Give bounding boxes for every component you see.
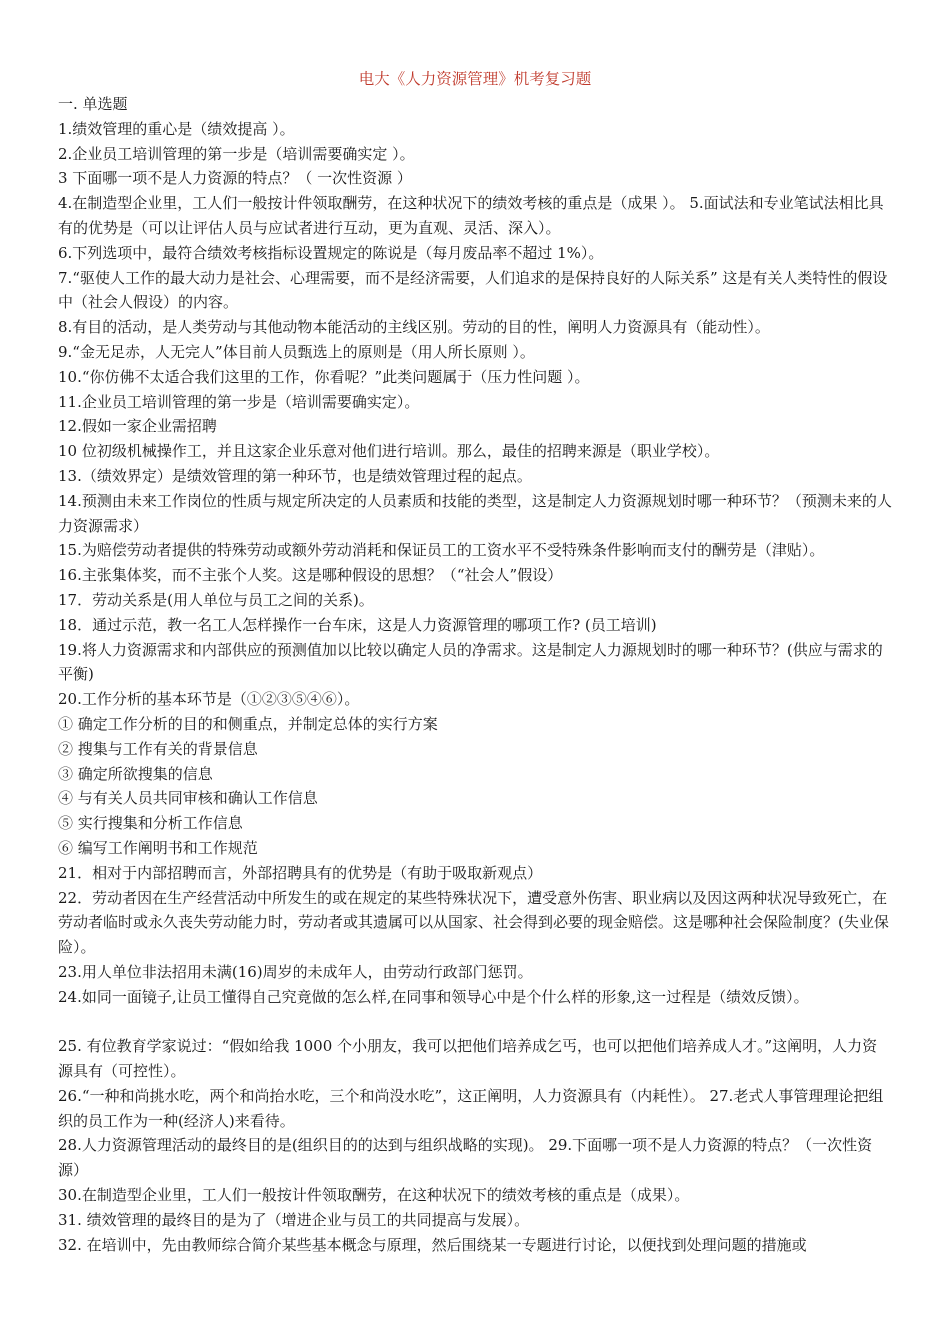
question-line: 17．劳动关系是(用人单位与员工之间的关系)。 (58, 590, 374, 609)
question-line: 22．劳动者因在生产经营活动中所发生的或在规定的某些特殊状况下，遭受意外伤害、职业病以及因这两种状况导致死亡，在劳动者临时或永久丧失劳动能力时，劳动者或其遗属可以从国家、社会得到必要的现金赔偿。这是哪种社会保险制度？(失业保险）。 (58, 888, 889, 957)
blank-line (58, 1009, 892, 1034)
question-line: 30.在制造型企业里，工人们一般按计件领取酬劳，在这种状况下的绩效考核的重点是（成果）。 (58, 1186, 690, 1205)
question-line: ④ 与有关人员共同审核和确认工作信息 (58, 789, 318, 808)
document-title: 电大《人力资源管理》机考复习题 (358, 70, 592, 88)
question-line: 7.“驱使人工作的最大动力是社会、心理需要，而不是经济需要，人们追求的是保持良好的人际关系” 这是有关人类特性的假设中（社会人假设）的内容。 (58, 268, 888, 312)
question-line: 6.下列选项中，最符合绩效考核指标设置规定的陈说是（每月废品率不超过 1%）。 (58, 243, 604, 262)
question-line: 4.在制造型企业里，工人们一般按计件领取酬劳，在这种状况下的绩效考核的重点是（成果 ）。 5.面试法和专业笔试法相比具有的优势是（可以让评估人员与应试者进行互动，更为直观、灵活、深入）。 (58, 194, 884, 237)
question-line: 24.如同一面镜子,让员工懂得自己究竟做的怎么样,在同事和领导心中是个什么样的形象,这一过程是（绩效反馈）。 (58, 987, 809, 1006)
question-line: 15.为赔偿劳动者提供的特殊劳动或额外劳动消耗和保证员工的工资水平不受特殊条件影响而支付的酬劳是（津贴）。 (58, 541, 825, 560)
question-line: 18．通过示范，教一名工人怎样操作一台车床，这是人力资源管理的哪项工作? (员工培训) (58, 615, 657, 634)
question-line: 23.用人单位非法招用未满(16)周岁的未成年人，由劳动行政部门惩罚。 (58, 962, 533, 981)
question-line: 19.将人力资源需求和内部供应的预测值加以比较以确定人员的净需求。这是制定人力源规划时的哪一种环节？(供应与需求的平衡) (58, 640, 883, 684)
question-line: 1.绩效管理的重心是（绩效提高 ）。 (58, 119, 295, 138)
question-line: 3 下面哪一项不是人力资源的特点？（ 一次性资源 ） (58, 169, 412, 188)
question-line: ③ 确定所欲搜集的信息 (58, 764, 213, 783)
section-heading: 一. 单选题 (58, 95, 128, 113)
question-line: 13.（绩效界定）是绩效管理的第一种环节，也是绩效管理过程的起点。 (58, 466, 532, 485)
question-line: 21．相对于内部招聘而言，外部招聘具有的优势是（有助于吸取新观点） (58, 863, 543, 882)
question-line: 26.“一种和尚挑水吃，两个和尚抬水吃，三个和尚没水吃”，这正阐明，人力资源具有（内耗性）。 27.老式人事管理理论把组织的员工作为一种(经济人)来看待。 (58, 1086, 884, 1130)
question-line: 11.企业员工培训管理的第一步是（培训需要确实定）。 (58, 392, 420, 411)
question-line: 20.工作分析的基本环节是（①②③⑤④⑥）。 (58, 690, 360, 709)
question-line: ① 确定工作分析的目的和侧重点，并制定总体的实行方案 (58, 714, 438, 733)
question-line: ⑥ 编写工作阐明书和工作规范 (58, 838, 258, 857)
question-line: ⑤ 实行搜集和分析工作信息 (58, 814, 243, 833)
question-line: 10 位初级机械操作工，并且这家企业乐意对他们进行培训。那么，最佳的招聘来源是（职业学校）。 (58, 442, 720, 461)
question-line: 8.有目的活动，是人类劳动与其他动物本能活动的主线区别。劳动的目的性，阐明人力资源具有（能动性）。 (58, 318, 770, 337)
question-line: 16.主张集体奖，而不主张个人奖。这是哪种假设的思想？（“社会人”假设） (58, 566, 563, 585)
question-line: 14.预测由未来工作岗位的性质与规定所决定的人员素质和技能的类型，这是制定人力资源规划时哪一种环节？（预测未来的人力资源需求） (58, 491, 892, 535)
question-line: 31. 绩效管理的最终目的是为了（增进企业与员工的共同提高与发展）。 (58, 1210, 530, 1229)
question-line: 28.人力资源管理活动的最终目的是(组织目的的达到与组织战略的实现)。 29.下面哪一项不是人力资源的特点？（一次性资源） (58, 1136, 873, 1180)
question-line: 10.“你仿佛不太适合我们这里的工作，你看呢？”此类问题属于（压力性问题 ）。 (58, 367, 590, 386)
question-line: 32. 在培训中，先由教师综合简介某些基本概念与原理，然后围绕某一专题进行讨论，以便找到处理问题的措施或 (58, 1235, 807, 1254)
question-line: 2.企业员工培训管理的第一步是（培训需要确实定 ）。 (58, 144, 415, 163)
question-line: 25. 有位教育学家说过：“假如给我 1000 个小朋友，我可以把他们培养成乞丐，也可以把他们培养成人才。”这阐明，人力资源具有（可控性）。 (58, 1037, 878, 1081)
question-list (58, 117, 892, 1258)
question-line: 9.“金无足赤，人无完人”体目前人员甄选上的原则是（用人所长原则 ）。 (58, 342, 535, 361)
question-line: 12.假如一家企业需招聘 (58, 417, 217, 436)
question-line: ② 搜集与工作有关的背景信息 (58, 739, 258, 758)
